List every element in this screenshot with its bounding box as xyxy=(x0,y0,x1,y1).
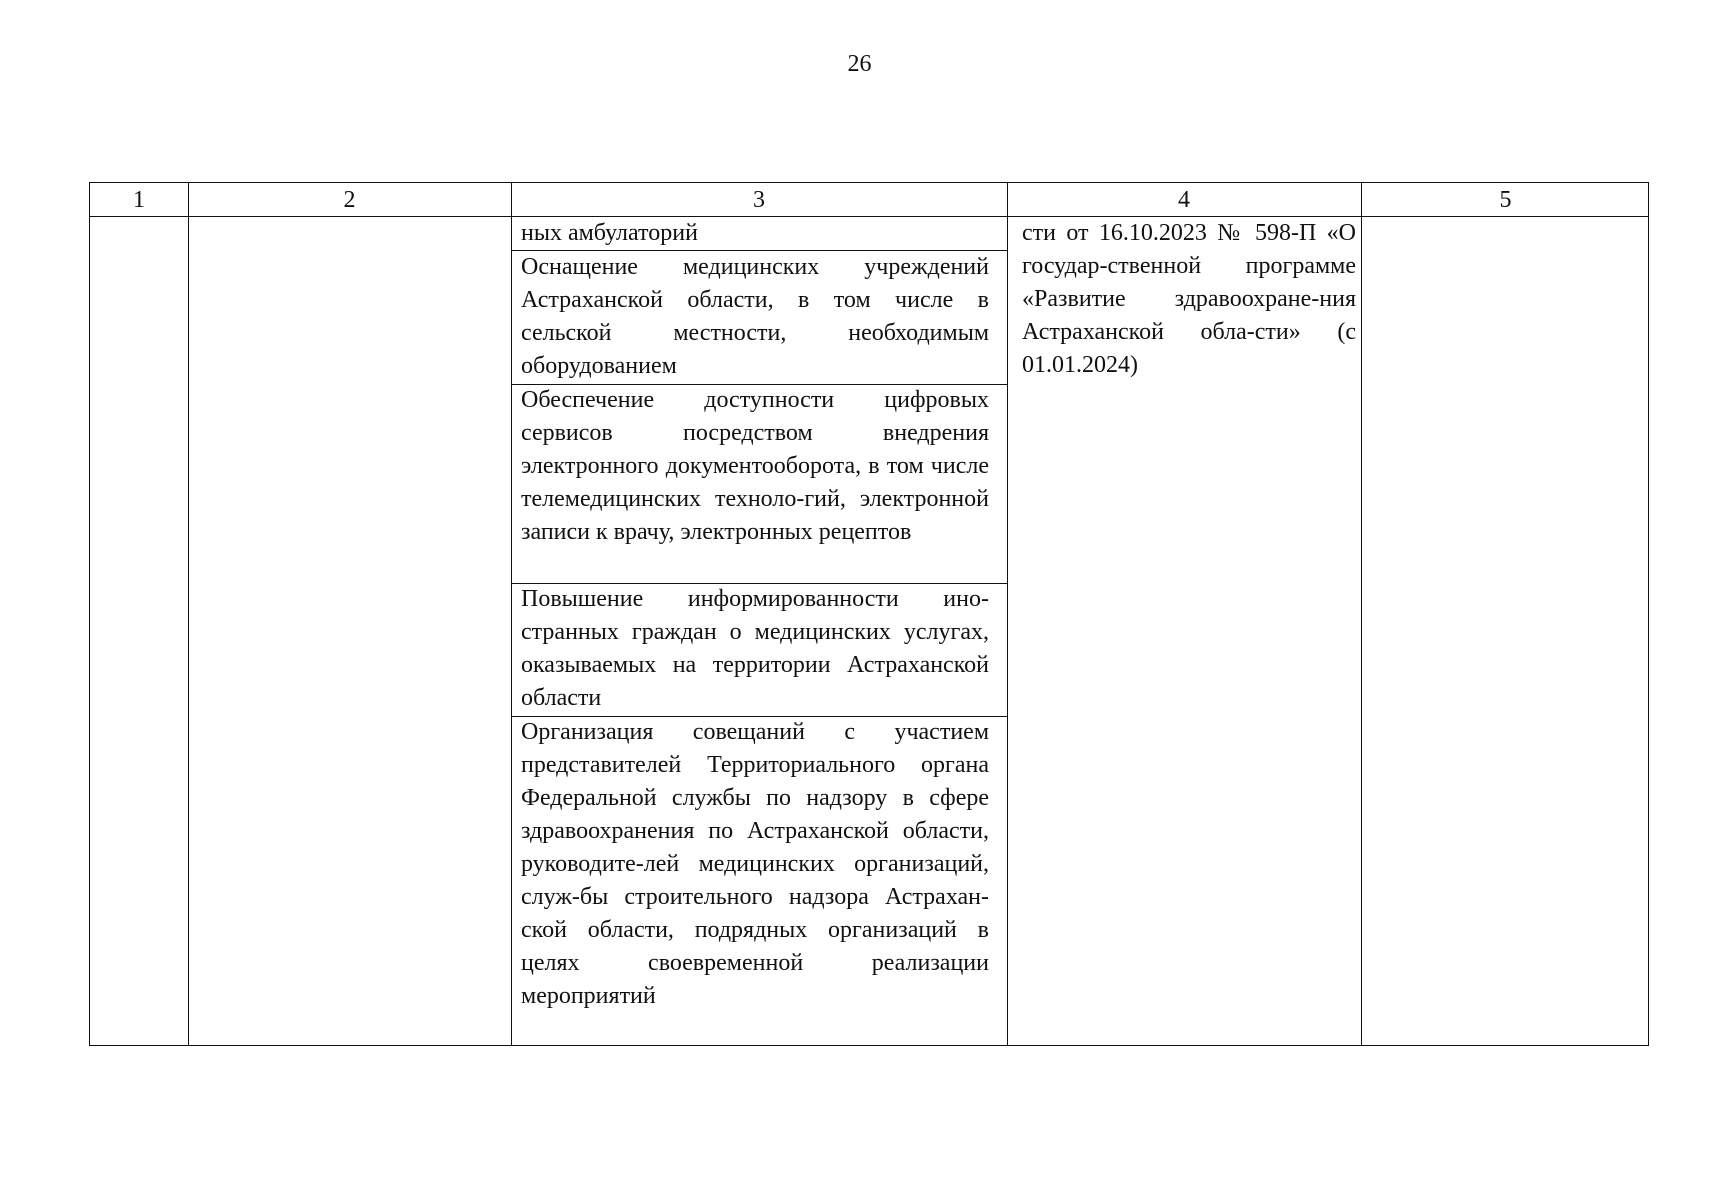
header-col-5: 5 xyxy=(1499,187,1512,213)
table xyxy=(89,182,1649,1046)
col3-cell-text: Оснащение медицинских учреждений Астраханской области, в том числе в сельской местности, необходимым оборудованием xyxy=(521,254,989,379)
col3-cell-text: Обеспечение доступности цифровых сервисов посредством внедрения электронного документооборота, в том числе телемедицинских техноло-гий, электронной записи к врачу, электронных рецептов xyxy=(521,387,989,545)
header-col-4: 4 xyxy=(1178,187,1190,213)
col3-cell-text: Повышение информированности ино-странных граждан о медицинских услугах, оказываемых на территории Астраханской области xyxy=(521,586,989,711)
header-col-3: 3 xyxy=(753,187,765,213)
header-col-1: 1 xyxy=(133,187,145,213)
col3-cell-text: Организация совещаний с участием представителей Территориального органа Федеральной службы по надзору в сфере здравоохранения по Астраханской области, руководите-лей медицинских организаций, служ-бы строительного надзора Астрахан-ской области, подрядных организаций в целях своевременной реализации мероприятий xyxy=(521,719,989,1009)
column-divider xyxy=(1007,183,1008,1045)
col4-cell-text: сти от 16.10.2023 № 598-П «О государ-ственной программе «Развитие здравоохране-ния Астраханской обла-сти» (с 01.01.2024) xyxy=(1022,220,1356,378)
col3-cell-text: ных амбулаторий xyxy=(521,220,698,246)
column-divider xyxy=(188,183,189,1045)
table-header-row xyxy=(90,183,1648,217)
header-col-2: 2 xyxy=(343,187,356,213)
page-number: 26 xyxy=(847,51,872,77)
column-divider xyxy=(1361,183,1362,1045)
